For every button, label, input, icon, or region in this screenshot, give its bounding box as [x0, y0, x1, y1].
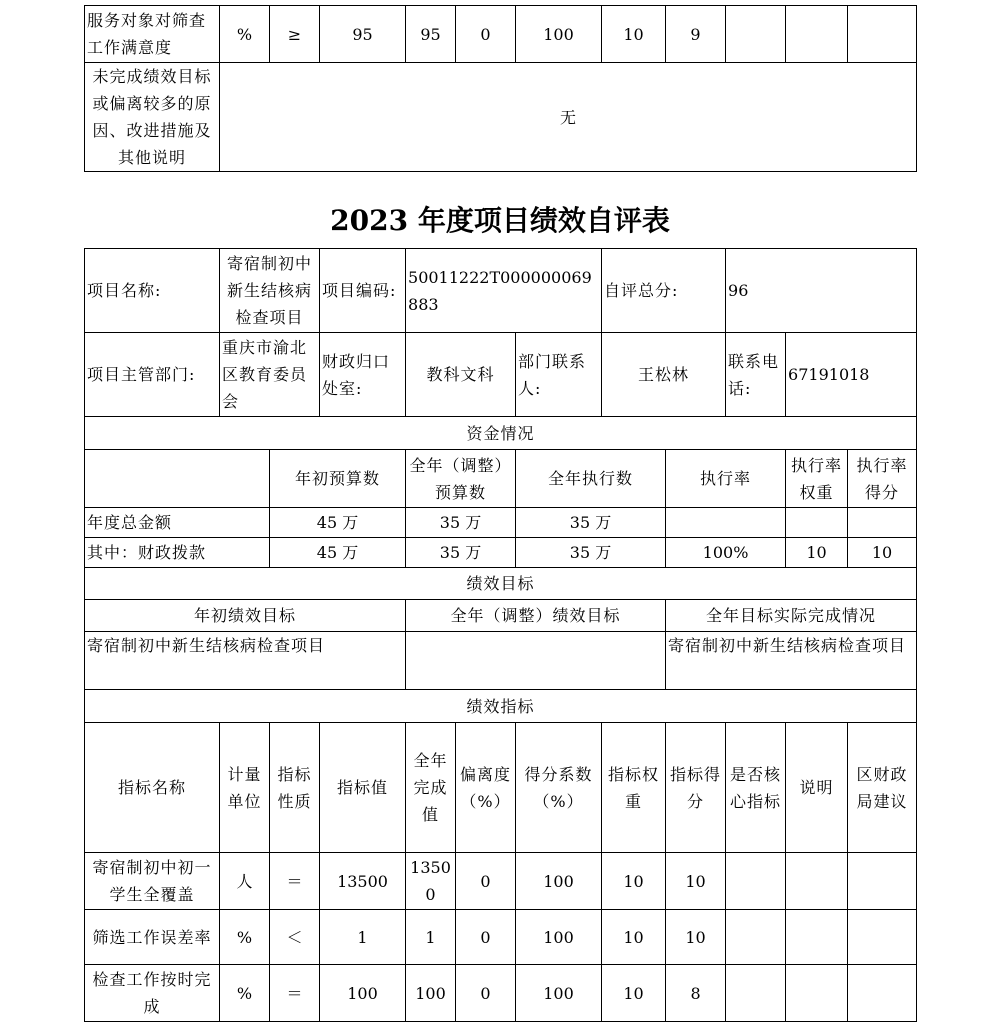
- unfinished-value: 无: [220, 63, 917, 172]
- table-row: [85, 853, 917, 910]
- indicator-name: 筛选工作误差率: [85, 910, 220, 965]
- indicator-score: 9: [666, 6, 726, 63]
- funds-row-label: 其中：财政拨款: [85, 538, 270, 568]
- contact-label: 部门联系人:: [516, 333, 602, 417]
- indicator-weight: 10: [602, 965, 666, 1022]
- indicator-actual: 100: [406, 965, 456, 1022]
- indicator-coefficient: 100: [516, 853, 602, 910]
- table-row: [85, 910, 917, 965]
- indicator-target: 95: [320, 6, 406, 63]
- dept-label: 项目主管部门:: [85, 333, 220, 417]
- funds-cell: 35 万: [406, 538, 516, 568]
- dept: 重庆市渝北区教育委员会: [220, 333, 320, 417]
- indicator-actual: 95: [406, 6, 456, 63]
- section-header-row: [85, 417, 917, 450]
- goals-row: [85, 632, 917, 690]
- goal-adjusted: [406, 632, 666, 690]
- funds-cell: 45 万: [270, 538, 406, 568]
- section-header-row: [85, 690, 917, 723]
- self-evaluation-table: [84, 248, 917, 1022]
- goal-initial: 寄宿制初中新生结核病检查项目: [85, 632, 406, 690]
- unfinished-label: 未完成绩效目标或偏离较多的原因、改进措施及其他说明: [85, 63, 220, 172]
- funds-row: [85, 538, 917, 568]
- indicator-header: 指标名称: [85, 723, 220, 853]
- funds-cell: [666, 508, 786, 538]
- indicator-header: 区财政局建议: [848, 723, 917, 853]
- indicator-name: 检查工作按时完成: [85, 965, 220, 1022]
- indicator-nature: ＜: [270, 910, 320, 965]
- funds-cell: [786, 508, 848, 538]
- funds-header: 全年（调整）预算数: [406, 450, 516, 508]
- goals-header-row: [85, 600, 917, 632]
- indicator-header: 指标性质: [270, 723, 320, 853]
- indicator-note: [786, 853, 848, 910]
- funds-header: 执行率得分: [848, 450, 917, 508]
- goals-section-title: 绩效目标: [85, 568, 917, 600]
- indicator-header: 得分系数（%）: [516, 723, 602, 853]
- indicator-coefficient: 100: [516, 6, 602, 63]
- top-continuation-table: [84, 5, 917, 172]
- indicator-header: 指标得分: [666, 723, 726, 853]
- project-name: 寄宿制初中新生结核病检查项目: [220, 249, 320, 333]
- funds-row: [85, 508, 917, 538]
- indicator-name: 服务对象对筛查工作满意度: [85, 6, 220, 63]
- indicator-suggestion: [848, 965, 917, 1022]
- indicator-unit: %: [220, 910, 270, 965]
- indicator-note: [786, 910, 848, 965]
- indicator-note: [786, 6, 848, 63]
- self-score-label: 自评总分:: [602, 249, 726, 333]
- indicator-actual: 13500: [406, 853, 456, 910]
- info-row: [85, 249, 917, 333]
- indicator-suggestion: [848, 853, 917, 910]
- indicator-deviation: 0: [456, 910, 516, 965]
- indicator-coefficient: 100: [516, 965, 602, 1022]
- indicator-unit: %: [220, 6, 270, 63]
- funds-header: 全年执行数: [516, 450, 666, 508]
- project-name-label: 项目名称:: [85, 249, 220, 333]
- indicator-unit: %: [220, 965, 270, 1022]
- indicator-nature: ＝: [270, 965, 320, 1022]
- indicator-header: 是否核心指标: [726, 723, 786, 853]
- funds-header: 执行率权重: [786, 450, 848, 508]
- indicator-core: [726, 910, 786, 965]
- funds-cell: 10: [786, 538, 848, 568]
- indicators-section-title: 绩效指标: [85, 690, 917, 723]
- indicator-score: 10: [666, 853, 726, 910]
- indicator-core: [726, 6, 786, 63]
- indicator-header: 偏离度（%）: [456, 723, 516, 853]
- phone: 67191018: [786, 333, 917, 417]
- funds-cell: 10: [848, 538, 917, 568]
- indicator-weight: 10: [602, 6, 666, 63]
- goals-header: 全年目标实际完成情况: [666, 600, 917, 632]
- funds-cell: 35 万: [516, 508, 666, 538]
- indicator-header: 计量单位: [220, 723, 270, 853]
- indicator-deviation: 0: [456, 6, 516, 63]
- indicator-target: 13500: [320, 853, 406, 910]
- funds-cell: 35 万: [516, 538, 666, 568]
- indicator-weight: 10: [602, 910, 666, 965]
- page-title: 2023 年度项目绩效自评表: [330, 204, 670, 237]
- funds-cell: 100%: [666, 538, 786, 568]
- indicator-deviation: 0: [456, 853, 516, 910]
- goals-header: 全年（调整）绩效目标: [406, 600, 666, 632]
- indicator-deviation: 0: [456, 965, 516, 1022]
- indicator-unit: 人: [220, 853, 270, 910]
- section-header-row: [85, 568, 917, 600]
- self-score: 96: [726, 249, 917, 333]
- finance-office: 教科文科: [406, 333, 516, 417]
- indicator-core: [726, 853, 786, 910]
- funds-cell: [848, 508, 917, 538]
- indicator-weight: 10: [602, 853, 666, 910]
- project-code-label: 项目编码:: [320, 249, 406, 333]
- funds-cell: 35 万: [406, 508, 516, 538]
- indicator-core: [726, 965, 786, 1022]
- indicator-score: 8: [666, 965, 726, 1022]
- table-row: [85, 6, 917, 63]
- table-row: [85, 965, 917, 1022]
- funds-header-row: [85, 450, 917, 508]
- indicator-suggestion: [848, 6, 917, 63]
- funds-header: 年初预算数: [270, 450, 406, 508]
- funds-section-title: 资金情况: [85, 417, 917, 450]
- info-row: [85, 333, 917, 417]
- indicator-header: 说明: [786, 723, 848, 853]
- funds-cell: 45 万: [270, 508, 406, 538]
- phone-label: 联系电话:: [726, 333, 786, 417]
- table-row: [85, 63, 917, 172]
- indicator-nature: ≥: [270, 6, 320, 63]
- indicator-coefficient: 100: [516, 910, 602, 965]
- funds-header: 执行率: [666, 450, 786, 508]
- funds-row-label: 年度总金额: [85, 508, 270, 538]
- indicator-score: 10: [666, 910, 726, 965]
- indicators-header-row: [85, 723, 917, 853]
- contact-person: 王松林: [602, 333, 726, 417]
- goals-header: 年初绩效目标: [85, 600, 406, 632]
- goal-actual: 寄宿制初中新生结核病检查项目: [666, 632, 917, 690]
- indicator-nature: ＝: [270, 853, 320, 910]
- project-code: 50011222T000000069883: [406, 249, 602, 333]
- indicator-target: 1: [320, 910, 406, 965]
- indicator-name: 寄宿制初中初一学生全覆盖: [85, 853, 220, 910]
- indicator-suggestion: [848, 910, 917, 965]
- funds-blank: [85, 450, 270, 508]
- indicator-header: 指标值: [320, 723, 406, 853]
- indicator-header: 指标权重: [602, 723, 666, 853]
- indicator-target: 100: [320, 965, 406, 1022]
- indicator-header: 全年完成值: [406, 723, 456, 853]
- indicator-note: [786, 965, 848, 1022]
- finance-label: 财政归口处室:: [320, 333, 406, 417]
- indicator-actual: 1: [406, 910, 456, 965]
